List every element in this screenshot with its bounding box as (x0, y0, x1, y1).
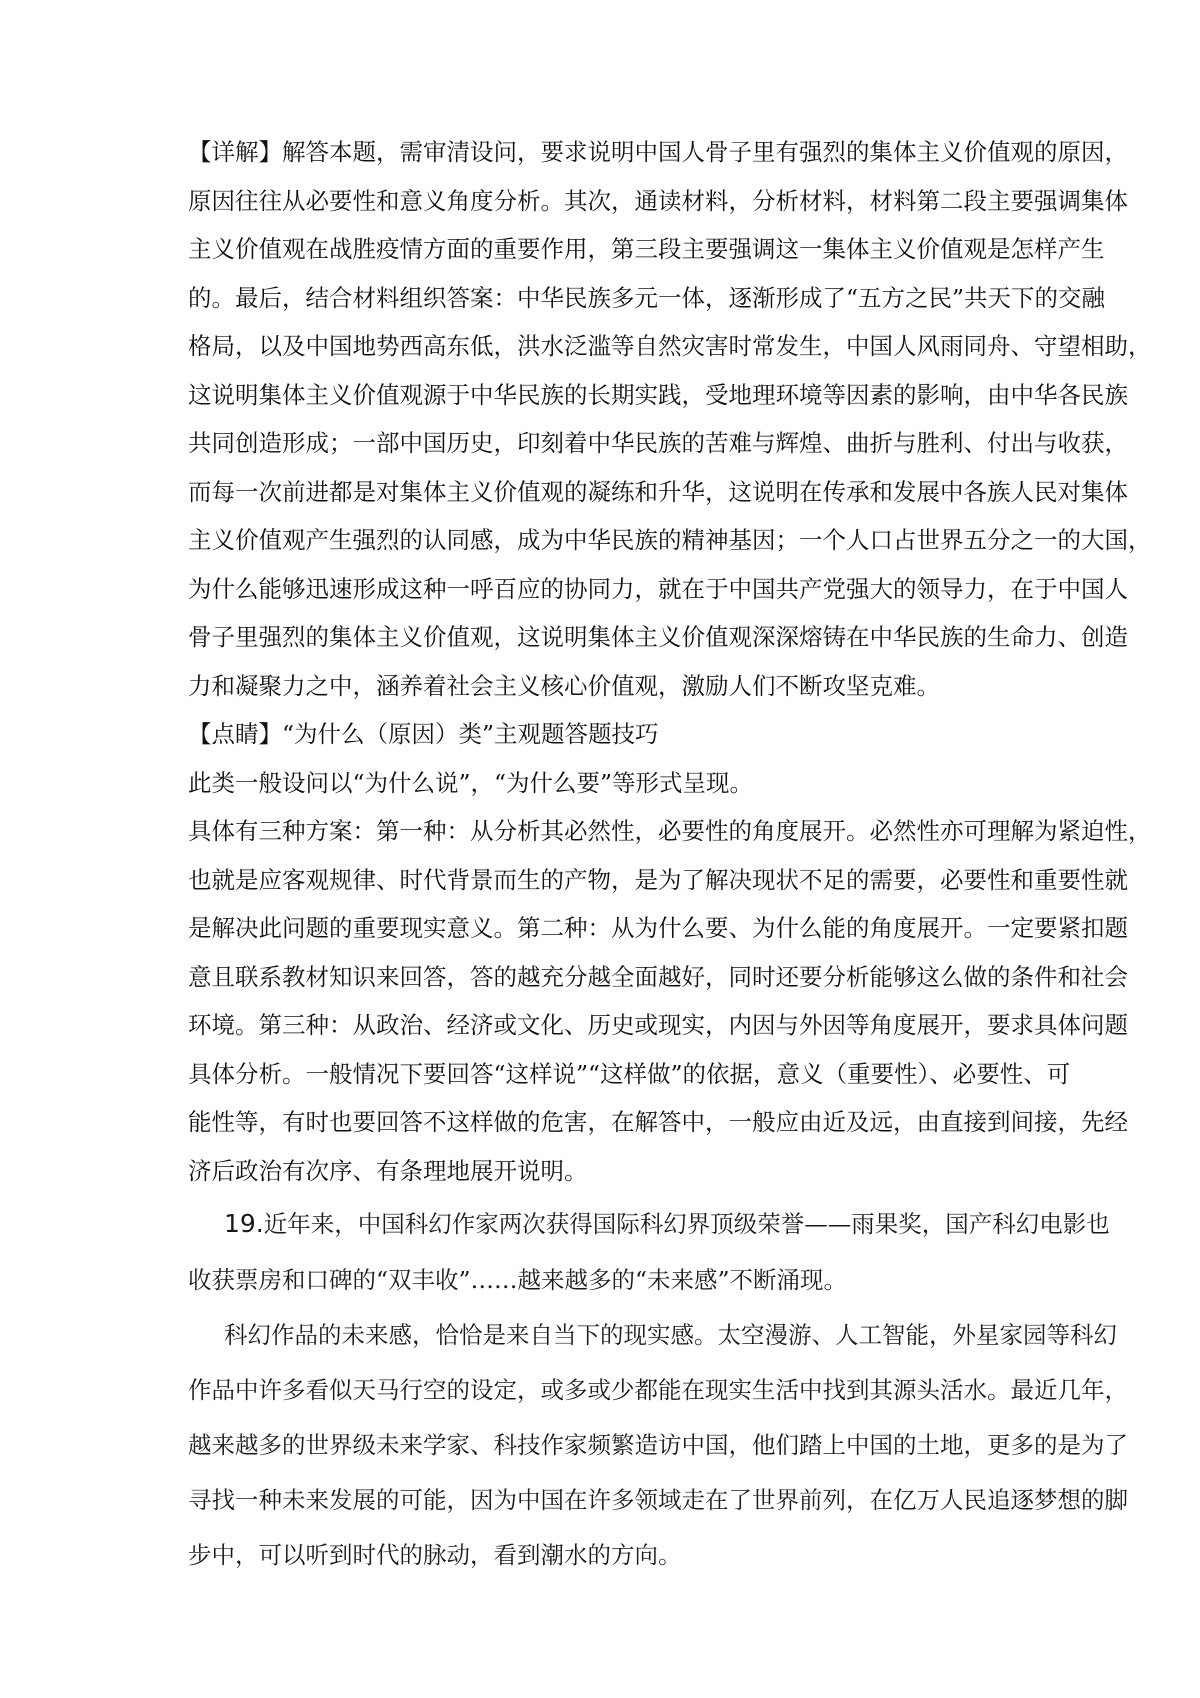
explanation-line: 格局，以及中国地势西高东低，洪水泛滥等自然灾害时常发生，中国人风雨同舟、守望相助， (188, 332, 1152, 360)
explanation-line: 【详解】解答本题，需审清设问，要求说明中国人骨子里有强烈的集体主义价值观的原因， (188, 138, 1128, 166)
tips-line: 环境。第三种：从政治、经济或文化、历史或现实，内因与外因等角度展开，要求具体问题 (188, 1011, 1128, 1039)
tips-line: 具体有三种方案：第一种：从分析其必然性，必要性的角度展开。必然性亦可理解为紧迫性， (188, 817, 1152, 845)
explanation-line: 原因往往从必要性和意义角度分析。其次，通读材料，分析材料，材料第二段主要强调集体 (188, 187, 1128, 215)
tips-line: 能性等，有时也要回答不这样做的危害，在解答中，一般应由近及远，由直接到间接，先经 (188, 1108, 1128, 1136)
question-second-line: 收获票房和口碑的“双丰收”……越来越多的“未来感”不断涌现。 (188, 1266, 848, 1294)
explanation-line: 这说明集体主义价值观源于中华民族的长期实践，受地理环境等因素的影响，由中华各民族 (188, 381, 1128, 409)
explanation-line: 共同创造形成；一部中国历史，印刻着中华民族的苦难与辉煌、曲折与胜利、付出与收获， (188, 429, 1128, 457)
question-number: 19. (224, 1209, 264, 1238)
passage-line: 作品中许多看似天马行空的设定，或多或少都能在现实生活中找到其源头活水。最近几年， (188, 1376, 1128, 1404)
tips-intro: 此类一般设问以“为什么说”，“为什么要”等形式呈现。 (188, 769, 754, 797)
tips-line: 具体分析。一般情况下要回答“这样说”“这样做”的依据，意义（重要性）、必要性、可 (188, 1060, 1071, 1088)
passage-line: 寻找一种未来发展的可能，因为中国在许多领域走在了世界前列，在亿万人民追逐梦想的脚 (188, 1486, 1128, 1514)
passage-line: 越来越多的世界级未来学家、科技作家频繁造访中国，他们踏上中国的土地，更多的是为了 (188, 1431, 1128, 1459)
passage-line: 科幻作品的未来感，恰恰是来自当下的现实感。太空漫游、人工智能，外星家园等科幻 (224, 1321, 1117, 1349)
tips-line: 意且联系教材知识来回答，答的越充分越全面越好，同时还要分析能够这么做的条件和社会 (188, 963, 1128, 991)
explanation-line: 主义价值观产生强烈的认同感，成为中华民族的精神基因；一个人口占世界五分之一的大国， (188, 526, 1152, 554)
explanation-line: 力和凝聚力之中，涵养着社会主义核心价值观，激励人们不断攻坚克难。 (188, 672, 940, 700)
passage-line: 步中，可以听到时代的脉动，看到潮水的方向。 (188, 1541, 682, 1569)
explanation-line: 而每一次前进都是对集体主义价值观的凝练和升华，这说明在传承和发展中各族人民对集体 (188, 478, 1128, 506)
tips-line: 是解决此问题的重要现实意义。第二种：从为什么要、为什么能的角度展开。一定要紧扣题 (188, 914, 1128, 942)
tips-line: 济后政治有次序、有条理地展开说明。 (188, 1157, 588, 1185)
tips-heading: 【点睛】“为什么（原因）类”主观题答题技巧 (188, 720, 659, 748)
question-first-line-text: 近年来，中国科幻作家两次获得国际科幻界顶级荣誉——雨果奖，国产科幻电影也 (263, 1210, 1110, 1238)
tips-line: 也就是应客观规律、时代背景而生的产物，是为了解决现状不足的需要，必要性和重要性就 (188, 866, 1128, 894)
question-first-line (224, 1209, 1110, 1239)
explanation-line: 主义价值观在战胜疫情方面的重要作用，第三段主要强调这一集体主义价值观是怎样产生 (188, 235, 1105, 263)
explanation-line: 为什么能够迅速形成这种一呼百应的协同力，就在于中国共产党强大的领导力，在于中国人 (188, 575, 1128, 603)
explanation-line: 骨子里强烈的集体主义价值观，这说明集体主义价值观深深熔铸在中华民族的生命力、创造 (188, 623, 1128, 651)
explanation-line: 的。最后，结合材料组织答案：中华民族多元一体，逐渐形成了“五方之民”共天下的交融 (188, 284, 1106, 312)
